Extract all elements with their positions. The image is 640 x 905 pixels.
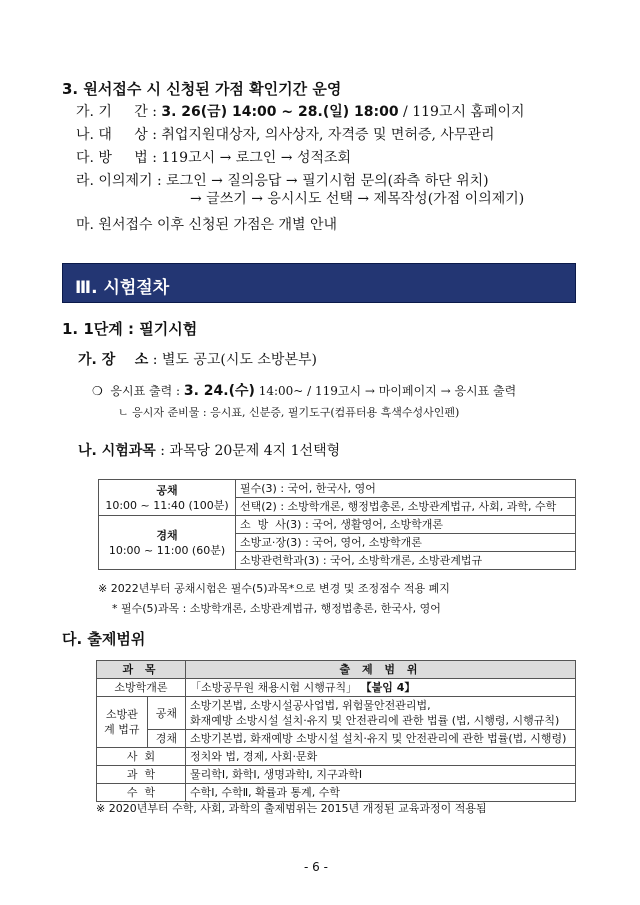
scope-cell: 물리학Ⅰ, 화학Ⅰ, 생명과학Ⅰ, 지구과학Ⅰ [186,766,576,784]
period-rest: / 119고시 홈페이지 [398,104,525,120]
scope-rule: 「소방공무원 채용시험 시행규칙」 [190,681,358,694]
subjects-label: 나. 시험과목 [78,443,156,459]
admission-prefix: ❍ 응시표 출력 : [92,384,184,398]
method-text: 119고시 → 로그인 → 성적조회 [161,150,352,166]
gong-title: 공채 [156,483,178,497]
table-row [99,516,576,534]
gong-required: 필수(3) : 국어, 한국사, 영어 [236,480,576,498]
table-row [97,766,576,784]
head-scope: 출 제 범 위 [186,661,576,679]
subjects-text: : 과목당 20문제 4지 1선택형 [160,443,341,459]
item-label: 다. 방 법 [76,150,148,166]
item-sep: : [152,150,157,166]
admission-date: 3. 24.(수) [183,383,255,399]
note-2020: ※ 2020년부터 수학, 사회, 과학의 출제범위는 2015년 개정된 교육과정이 적용됨 [96,802,487,815]
law-gong-line: 소방기본법, 소방시설공사업법, 위험물안전관리법, [190,699,431,712]
subject-cell: 사 회 [97,748,186,766]
law-gyeong-text: 소방기본법, 화재예방 소방시설 설치·유지 및 안전관리에 관한 법률(법, 시행령) [186,730,576,748]
law-label: 소방관계 법규 [97,697,148,748]
subject-cell: 수 학 [97,784,186,802]
gyeong-row: 소 방 사(3) : 국어, 생활영어, 소방학개론 [236,516,576,534]
gong-time: 10:00 ~ 11:40 (100분) [105,498,229,512]
note-2022-sub: * 필수(5)과목 : 소방학개론, 소방관계법규, 행정법총론, 한국사, 영어 [112,602,441,615]
gyeong-cell [99,516,236,570]
banner-title: Ⅲ. 시험절차 [75,278,170,298]
item-sep: : [152,127,157,143]
table-row [97,748,576,766]
place-row [78,349,317,369]
gyeong-row: 소방관련학과(3) : 국어, 소방학개론, 소방관계법규 [236,552,576,570]
scope-cell: 수학Ⅰ, 수학Ⅱ, 확률과 통계, 수학 [186,784,576,802]
item-period [76,101,525,121]
gong-cell [99,480,236,516]
table-header [97,661,576,679]
item-objection [76,170,489,190]
law-gyeong: 경채 [147,730,185,748]
item-label: 가. 기 간 [76,104,148,120]
admission-row [92,380,516,400]
subject-cell: 소방학개론 [97,679,186,697]
section-banner [62,263,576,303]
section-heading: 3. 원서접수 시 신청된 가점 확인기간 운영 [62,80,342,98]
objection-text-2: → 글쓰기 → 응시시도 선택 → 제목작성(가점 이의제기) [190,191,525,207]
place-text: : 별도 공고(시도 소방본부) [152,352,317,368]
scope-cell [186,679,576,697]
item-sep: : [152,104,157,120]
item-notice: 마. 원서접수 이후 신청된 가점은 개별 안내 [76,217,338,233]
stage-heading: 1. 1단계 : 필기시험 [62,320,198,338]
gyeong-title: 경채 [156,528,178,542]
table-row [97,730,576,748]
scope-table [96,660,576,802]
place-label: 가. 장 소 [78,352,149,368]
table-row [97,679,576,697]
gong-elective: 선택(2) : 소방학개론, 행정법총론, 소방관계법규, 사회, 과학, 수학 [236,498,576,516]
target-text: 취업지원대상자, 의사상자, 자격증 및 면허증, 사무관리 [161,127,495,143]
exam-table [98,479,576,570]
scope-attachment: 【붙임 4】 [360,681,416,694]
table-row [97,697,576,730]
subjects-row [78,440,340,460]
law-gong-text [186,697,576,730]
law-gong-line: 화재예방 소방시설 설치·유지 및 안전관리에 관한 법률 (법, 시행령, 시행규칙) [190,714,560,727]
item-label: 나. 대 상 [76,127,148,143]
admission-rest: 14:00~ / 119고시 → 마이페이지 → 응시표 출력 [254,384,517,398]
law-gong: 공채 [147,697,185,730]
table-row [97,784,576,802]
scope-heading: 다. 출제범위 [62,630,146,648]
gyeong-row: 소방교·장(3) : 국어, 영어, 소방학개론 [236,534,576,552]
item-target [76,124,495,144]
scope-cell: 정치와 법, 경제, 사회·문화 [186,748,576,766]
item-sep: : [156,173,162,189]
note-2022: ※ 2022년부터 공채시험은 필수(5)과목*으로 변경 및 조정점수 적용 폐지 [98,582,450,595]
period-date: 3. 26(금) 14:00 ~ 28.(일) 18:00 [161,104,399,120]
page-number: - 6 - [304,860,328,874]
head-subject: 과 목 [97,661,186,679]
prep-row: ㄴ 응시자 준비물 : 응시표, 신분증, 필기도구(컴퓨터용 흑색수성사인펜) [118,406,460,419]
subject-cell: 과 학 [97,766,186,784]
gyeong-time: 10:00 ~ 11:00 (60분) [108,543,226,557]
item-label: 라. 이의제기 [76,173,153,189]
table-row [99,480,576,498]
item-method [76,147,351,167]
objection-text: 로그인 → 질의응답 → 필기시험 문의(좌측 하단 위치) [166,173,489,189]
